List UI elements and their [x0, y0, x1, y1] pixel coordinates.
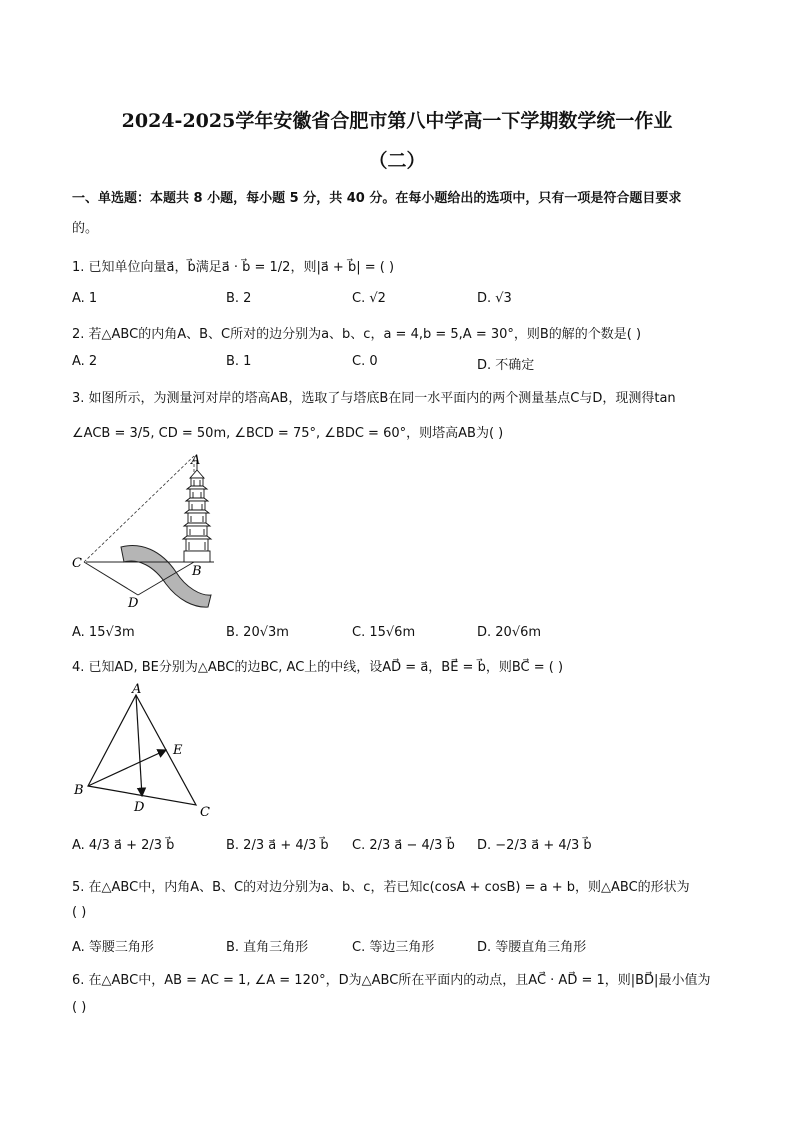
question-6-stem-line2: ( ) [72, 1000, 87, 1015]
page-title: 2024-2025学年安徽省合肥市第八中学高一下学期数学统一作业 [121, 110, 673, 132]
question-5-option-d: D. 等腰直角三角形 [477, 940, 587, 955]
question-3-option-b: B. 20√3m [226, 625, 289, 640]
point-a-label: A [191, 453, 201, 468]
question-5-stem-line1: 5. 在△ABC中，内角A、B、C的对边分别为a、b、c，若已知c(cosA + cosB) = a + b，则△ABC的形状为 [72, 880, 690, 895]
question-4-option-a: A. 4/3 a⃗ + 2/3 b⃗ [72, 838, 175, 853]
question-1-option-b: B. 2 [226, 291, 252, 306]
question-4-option-d: D. −2/3 a⃗ + 4/3 b⃗ [477, 838, 592, 853]
question-2-stem: 2. 若△ABC的内角A、B、C所对的边分别为a、b、c，a = 4,b = 5,A = 30°，则B的解的个数是( ) [72, 327, 642, 342]
question-1-stem: 1. 已知单位向量a⃗，b⃗满足a⃗ · b⃗ = 1/2，则|a⃗ + b⃗| = ( ) [72, 260, 395, 275]
triangle-figure [66, 678, 226, 823]
question-5-option-a: A. 等腰三角形 [72, 940, 154, 955]
point-d-label: D [134, 800, 145, 815]
question-3-option-d: D. 20√6m [477, 625, 542, 640]
pagoda-icon [183, 460, 211, 562]
question-2-option-b: B. 1 [226, 354, 252, 369]
question-5-option-b: B. 直角三角形 [226, 940, 309, 955]
page-subtitle: （二） [368, 150, 426, 172]
question-4-option-b: B. 2/3 a⃗ + 4/3 b⃗ [226, 838, 329, 853]
section-header-line1: 一、单选题：本题共 8 小题，每小题 5 分，共 40 分。在每小题给出的选项中，只有一项是符合题目要求 [72, 191, 682, 206]
question-1-option-c: C. √2 [352, 291, 386, 306]
vertex-a-label: A [132, 682, 142, 697]
question-2-option-c: C. 0 [352, 354, 378, 369]
question-4-stem: 4. 已知AD, BE分别为△ABC的边BC, AC上的中线，设AD⃗ = a⃗，BE⃗ = b⃗，则BC⃗ = ( ) [72, 660, 564, 675]
point-c-label: C [72, 556, 82, 571]
question-2-option-d: D. 不确定 [477, 358, 535, 373]
point-e-label: E [173, 743, 183, 758]
question-3-stem-line1: 3. 如图所示，为测量河对岸的塔高AB，选取了与塔底B在同一水平面内的两个测量基点C与D，现测得tan [72, 391, 676, 406]
question-3-option-a: A. 15√3m [72, 625, 135, 640]
point-b-label: B [192, 564, 202, 579]
point-d-label: D [128, 596, 139, 611]
question-4-option-c: C. 2/3 a⃗ − 4/3 b⃗ [352, 838, 455, 853]
question-1-option-a: A. 1 [72, 291, 98, 306]
question-1-option-d: D. √3 [477, 291, 512, 306]
question-3-stem-line2: ∠ACB = 3/5, CD = 50m, ∠BCD = 75°, ∠BDC = 60°，则塔高AB为( ) [72, 426, 504, 441]
question-2-option-a: A. 2 [72, 354, 98, 369]
question-3-option-c: C. 15√6m [352, 625, 416, 640]
question-6-stem-line1: 6. 在△ABC中，AB = AC = 1, ∠A = 120°，D为△ABC所在平面内的动点，且AC⃗ · AD⃗ = 1，则|BD⃗|最小值为 [72, 973, 711, 988]
question-5-stem-line2: ( ) [72, 905, 87, 920]
vertex-b-label: B [74, 783, 84, 798]
question-5-option-c: C. 等边三角形 [352, 940, 435, 955]
vertex-c-label: C [200, 805, 210, 820]
tower-figure [66, 450, 226, 615]
section-header-line2: 的。 [72, 221, 99, 236]
